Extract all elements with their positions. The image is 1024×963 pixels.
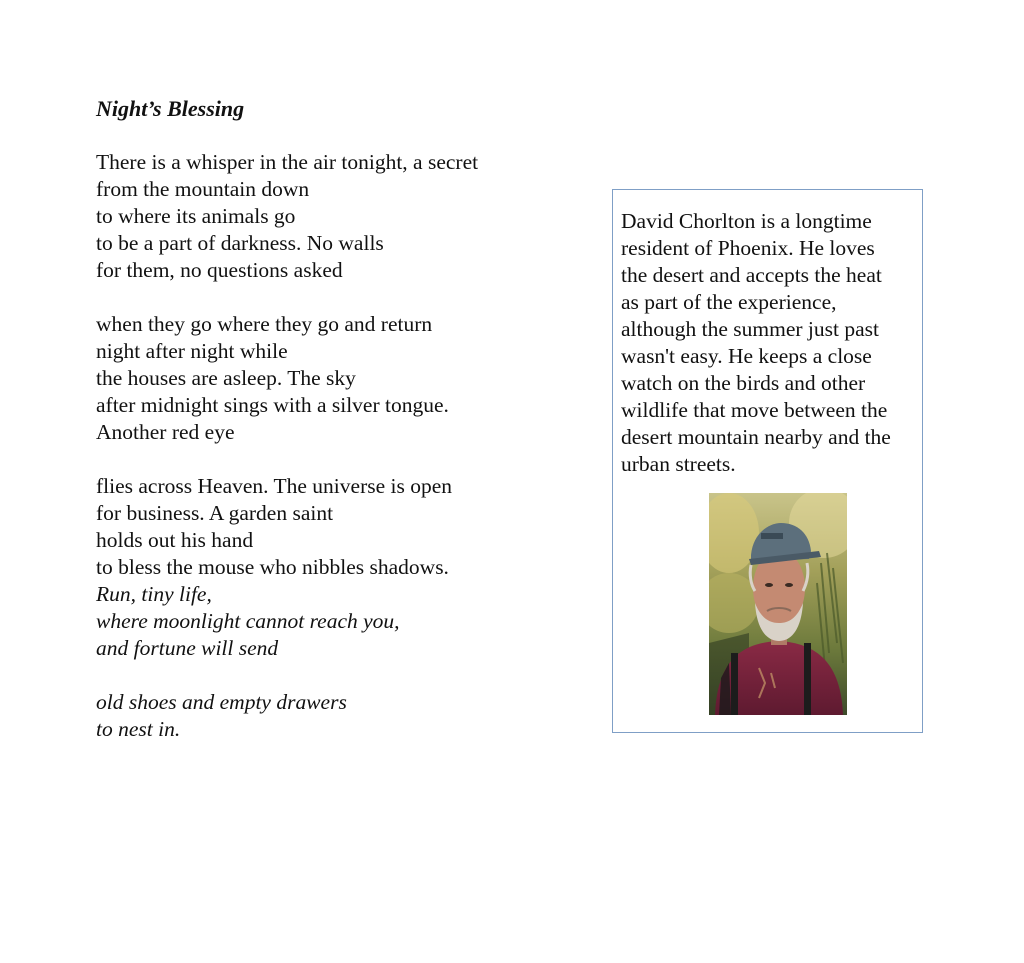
- poem-line: flies across Heaven. The universe is open: [96, 474, 453, 498]
- author-bio-box: [612, 189, 923, 733]
- poem-line: and fortune will send: [96, 636, 279, 660]
- poem-line: old shoes and empty drawers: [96, 690, 347, 714]
- bio-line: the desert and accepts the heat: [621, 263, 882, 287]
- poem-line: to be a part of darkness. No walls: [96, 231, 384, 255]
- bio-line: watch on the birds and other: [621, 371, 866, 395]
- bio-line: resident of Phoenix. He loves: [621, 236, 875, 260]
- poem-line: to nest in.: [96, 717, 181, 741]
- bio-line: wildlife that move between the: [621, 398, 888, 422]
- poem-line: to where its animals go: [96, 204, 296, 228]
- poem-title: Night’s Blessing: [96, 96, 245, 121]
- poem-stanza: [96, 473, 566, 662]
- poem-stanza: [96, 689, 566, 743]
- poem-line: night after night while: [96, 339, 288, 363]
- bio-line: urban streets.: [621, 452, 736, 476]
- bio-line: desert mountain nearby and the: [621, 425, 891, 449]
- poem-line: holds out his hand: [96, 528, 254, 552]
- poem-line: Another red eye: [96, 420, 235, 444]
- poem-line: when they go where they go and return: [96, 312, 433, 336]
- poem-line: There is a whisper in the air tonight, a secret: [96, 150, 479, 174]
- poem-line: to bless the mouse who nibbles shadows.: [96, 555, 449, 579]
- poem-line: Run, tiny life,: [96, 582, 212, 606]
- poem-line: the houses are asleep. The sky: [96, 366, 356, 390]
- bio-line: although the summer just past: [621, 317, 879, 341]
- poem: [96, 95, 566, 770]
- bio-line: as part of the experience,: [621, 290, 837, 314]
- poem-line: after midnight sings with a silver tongue.: [96, 393, 449, 417]
- author-bio-text: [621, 208, 919, 478]
- poem-line: from the mountain down: [96, 177, 310, 201]
- author-photo: [709, 493, 847, 715]
- poem-body: [96, 149, 566, 743]
- bio-line: David Chorlton is a longtime: [621, 209, 872, 233]
- poem-stanza: [96, 311, 566, 446]
- poem-line: where moonlight cannot reach you,: [96, 609, 400, 633]
- poem-stanza: [96, 149, 566, 284]
- bio-line: wasn't easy. He keeps a close: [621, 344, 872, 368]
- poem-line: for business. A garden saint: [96, 501, 334, 525]
- poem-line: for them, no questions asked: [96, 258, 343, 282]
